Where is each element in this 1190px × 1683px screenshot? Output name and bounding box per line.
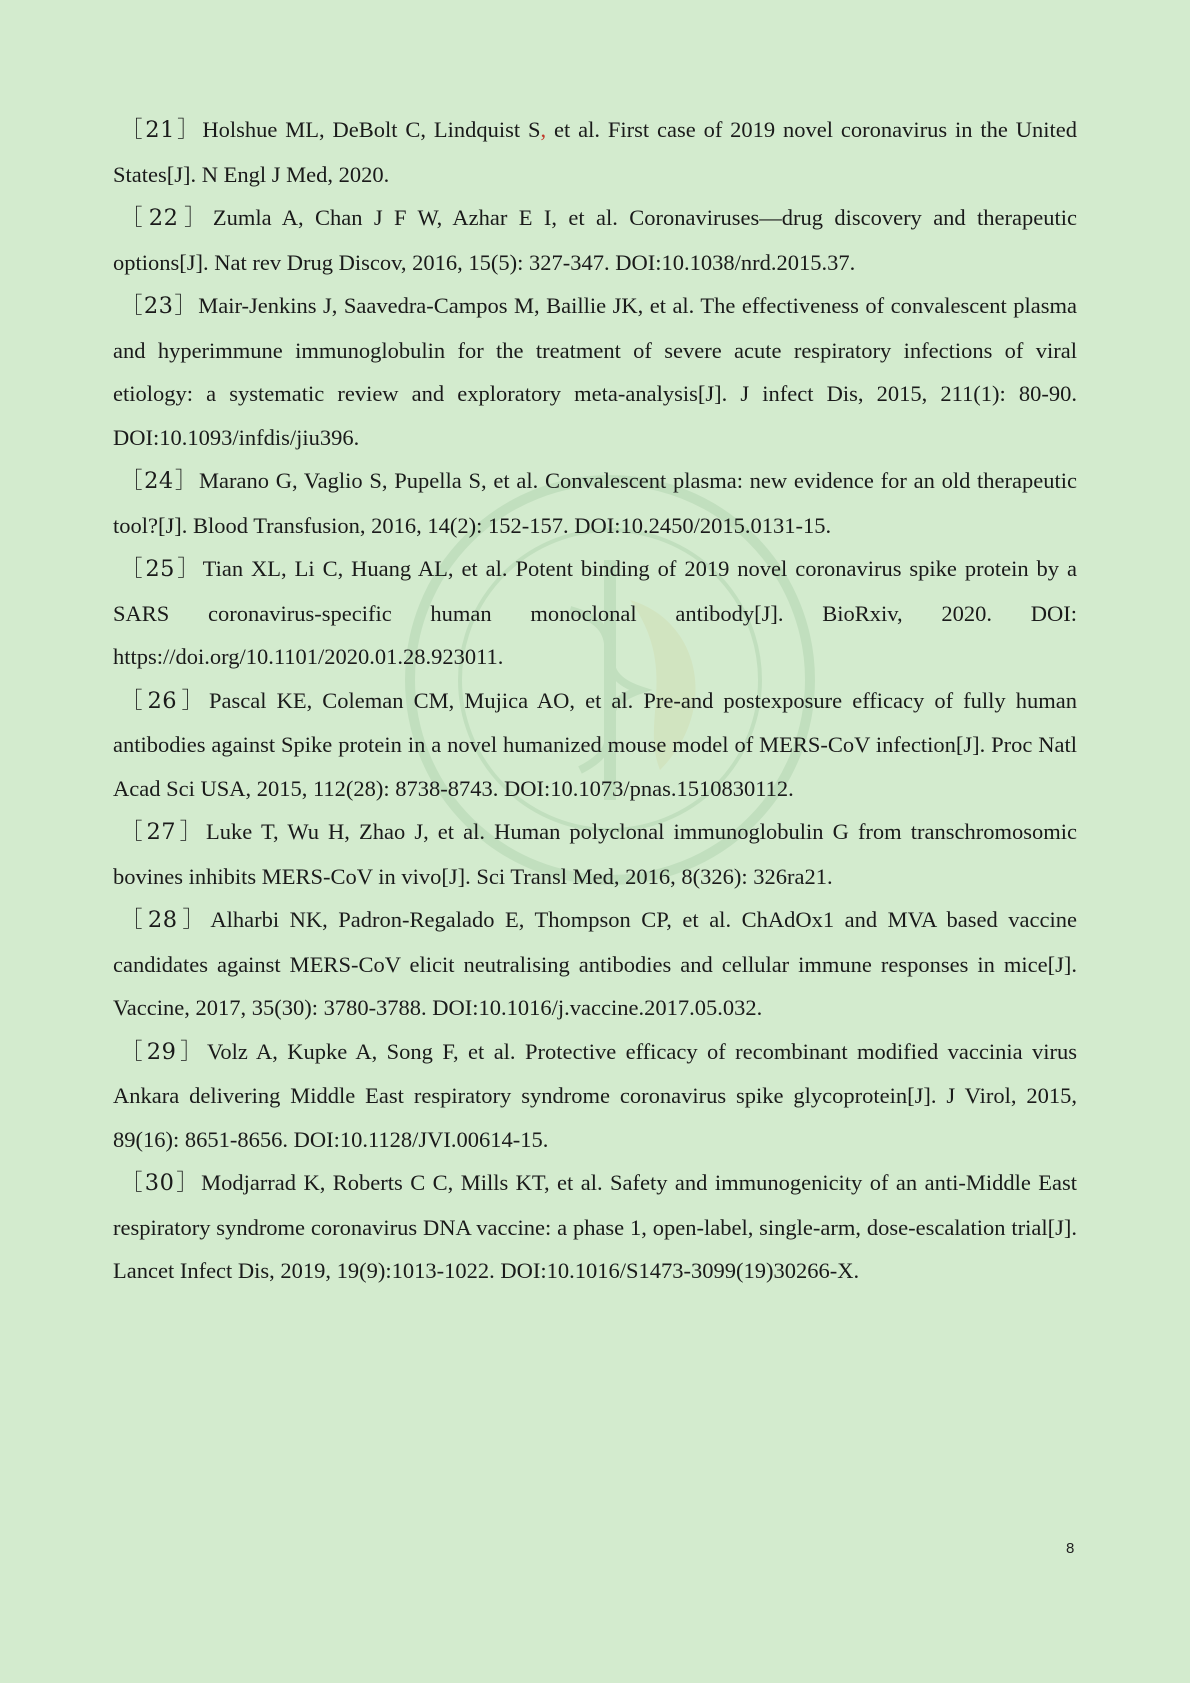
reference-30 — [113, 1161, 1077, 1293]
reference-number: ［30］ — [120, 1170, 202, 1196]
reference-28 — [113, 898, 1077, 1030]
reference-number: ［29］ — [120, 1038, 207, 1065]
reference-22 — [113, 196, 1077, 284]
reference-text: Alharbi NK, Padron-Regalado E, Thompson CP, et al. ChAdOx1 and MVA based vaccine candidates against MERS-CoV elicit neutralising antibodies and cellular immune responses in mice[J]. Vaccine, 2017, 35(30): 3780-3788. DOI:10.1016/j.vaccine.2017.05.032. — [113, 907, 1077, 1020]
reference-text: Holshue ML, DeBolt C, Lindquist S — [202, 117, 541, 142]
reference-number: ［26］ — [120, 687, 210, 714]
reference-23 — [113, 284, 1077, 459]
reference-21 — [113, 108, 1077, 196]
reference-number: ［27］ — [120, 819, 207, 845]
reference-26 — [113, 679, 1077, 811]
reference-number: ［21］ — [120, 117, 203, 143]
reference-accent: , — [540, 117, 547, 142]
reference-number: ［28］ — [120, 907, 211, 933]
reference-number: ［23］ — [120, 293, 199, 319]
reference-25 — [113, 547, 1077, 679]
reference-29 — [113, 1030, 1077, 1162]
reference-text: Tian XL, Li C, Huang AL, et al. Potent binding of 2019 novel coronavirus spike protein by a SARS coronavirus-specific human monoclonal antibody[J]. BioRxiv, 2020. DOI: https://doi.org/10.1101/2020.01.28.923011. — [113, 556, 1077, 669]
reference-number: ［24］ — [120, 468, 199, 494]
reference-text: Marano G, Vaglio S, Pupella S, et al. Convalescent plasma: new evidence for an old therapeutic tool?[J]. Blood Transfusion, 2016, 14(2): 152-157. DOI:10.2450/2015.0131-15. — [113, 468, 1078, 538]
reference-text: Pascal KE, Coleman CM, Mujica AO, et al. Pre-and postexposure efficacy of fully human antibodies against Spike protein in a novel humanized mouse model of MERS-CoV infection[J]. Proc Natl Acad Sci USA, 2015, 112(28): 8738-8743. DOI:10.1073/pnas.1510830112. — [113, 687, 1077, 801]
reference-text-tail: et al. First case of 2019 novel coronavirus in the United States[J]. N Engl J Med, 2020. — [113, 117, 1077, 187]
reference-24 — [113, 459, 1077, 547]
reference-text: Luke T, Wu H, Zhao J, et al. Human polyclonal immunoglobulin G from transchromosomic bovines inhibits MERS-CoV in vivo[J]. Sci Transl Med, 2016, 8(326): 326ra21. — [113, 819, 1077, 889]
page-number: 8 — [1066, 1540, 1075, 1557]
reference-text: Zumla A, Chan J F W, Azhar E I, et al. Coronaviruses—drug discovery and therapeutic options[J]. Nat rev Drug Discov, 2016, 15(5): 327-347. DOI:10.1038/nrd.2015.37. — [113, 205, 1077, 275]
reference-list — [113, 108, 1077, 1293]
reference-number: ［22］ — [120, 205, 213, 231]
reference-number: ［25］ — [120, 556, 203, 582]
reference-27 — [113, 810, 1077, 898]
reference-text: Volz A, Kupke A, Song F, et al. Protective efficacy of recombinant modified vaccinia virus Ankara delivering Middle East respiratory syndrome coronavirus spike glycoprotein[J]. J Virol, 2015, 89(16): 8651-8656. DOI:10.1128/JVI.00614-15. — [113, 1038, 1077, 1152]
reference-text: Mair-Jenkins J, Saavedra-Campos M, Baillie JK, et al. The effectiveness of convalescent plasma and hyperimmune immunoglobulin for the treatment of severe acute respiratory infections of viral etiology: a systematic review and exploratory meta-analysis[J]. J infect Dis, 2015, 211(1): 80-90. DOI:10.1093/infdis/jiu396. — [113, 293, 1077, 450]
reference-text: Modjarrad K, Roberts C C, Mills KT, et al. Safety and immunogenicity of an anti-Middle East respiratory syndrome coronavirus DNA vaccine: a phase 1, open-label, single-arm, dose-escalation trial[J]. Lancet Infect Dis, 2019, 19(9):1013-1022. DOI:10.1016/S1473-3099(19)30266-X. — [113, 1170, 1077, 1283]
